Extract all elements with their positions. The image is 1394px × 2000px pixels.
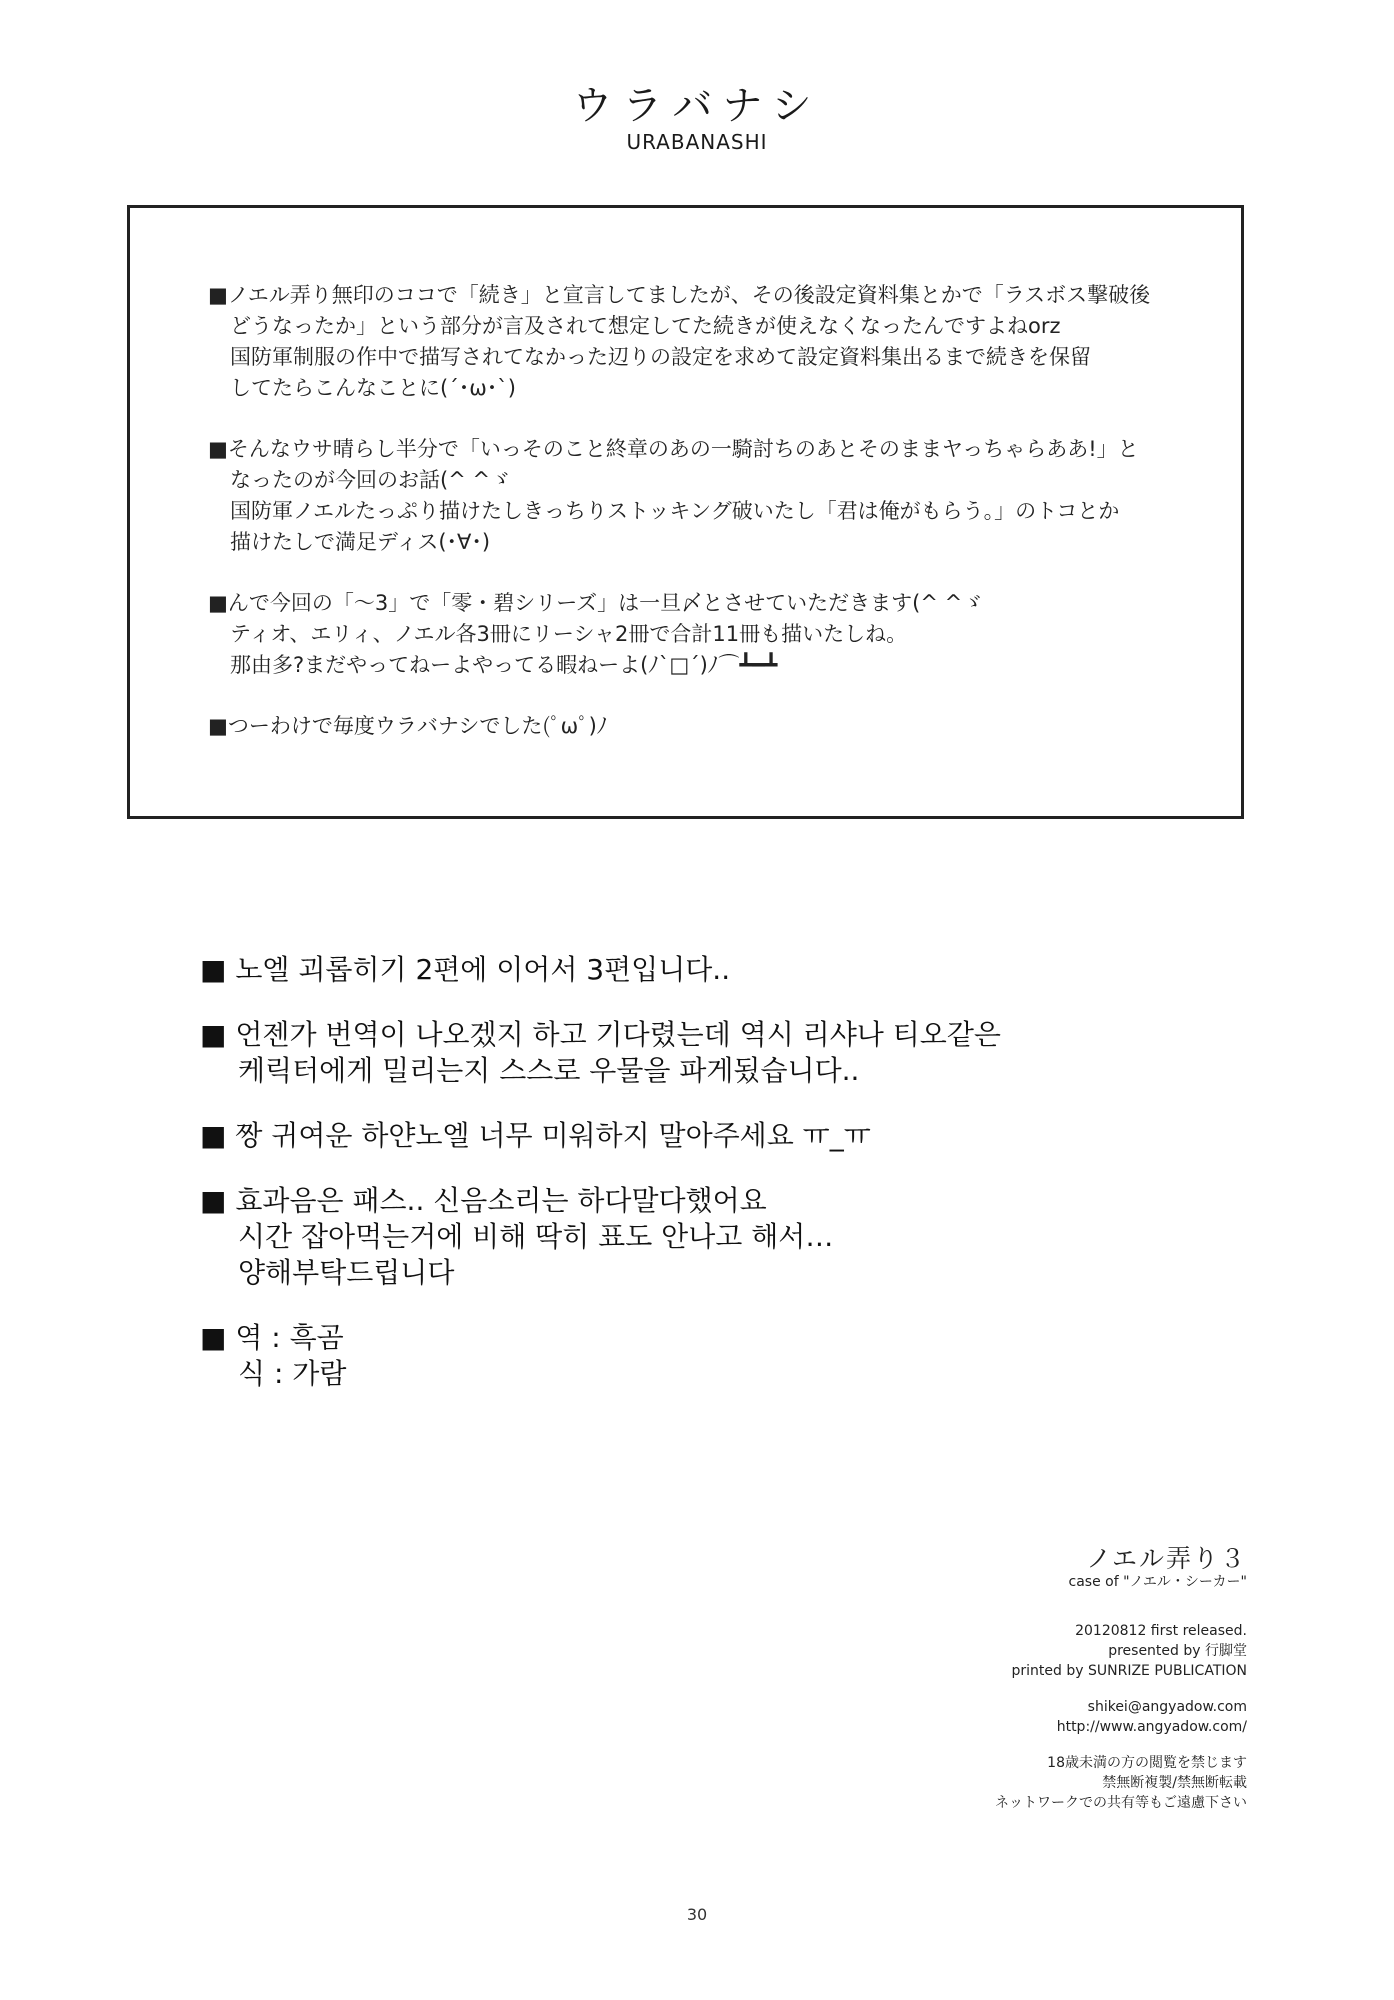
colophon-subtitle: case of "ノエル・シーカー" bbox=[1068, 1574, 1247, 1590]
page-number: 30 bbox=[686, 1905, 708, 1924]
page-header bbox=[0, 84, 1394, 154]
kr-note-1 bbox=[200, 952, 1200, 988]
jp-note-line: 国防軍制服の作中で描写されてなかった辺りの設定を求めて設定資料集出るまで続きを保留 bbox=[230, 345, 1091, 369]
kr-note-line: ■ 노엘 괴롭히기 2편에 이어서 3편입니다.. bbox=[200, 953, 731, 986]
age-notice: 18歳未満の方の閲覧を禁じます bbox=[1047, 1755, 1247, 1771]
jp-note-line: 描けたしで満足ディス(･∀･) bbox=[230, 530, 491, 554]
kr-note-line: ■ 효과음은 패스.. 신음소리는 하다말다했어요 bbox=[200, 1184, 767, 1217]
jp-note-line: どうなったか」という部分が言及されて想定してた続きが使えなくなったんですよねorz bbox=[230, 314, 1061, 338]
header-title-japanese: ウラバナシ bbox=[572, 83, 822, 129]
jp-note-line: ■んで今回の「～3」で「零・碧シリーズ」は一旦〆とさせていただきます(^ ^ゞ bbox=[208, 591, 984, 615]
kr-note-line: 시간 잡아먹는거에 비해 딱히 표도 안나고 해서… bbox=[238, 1220, 834, 1253]
jp-note-line: ■ノエル弄り無印のココで「続き」と宣言してましたが、その後設定資料集とかで「ラスボス撃破後 bbox=[208, 283, 1151, 307]
jp-note-line: 国防軍ノエルたっぷり描けたしきっちりストッキング破いたし「君は俺がもらう。」のトコとか bbox=[230, 499, 1120, 523]
share-notice: ネットワークでの共有等もご遠慮下さい bbox=[995, 1795, 1247, 1811]
kr-note-line: 케릭터에게 밀리는지 스스로 우물을 파게됬습니다.. bbox=[238, 1054, 860, 1087]
jp-note-line: ティオ、エリィ、ノエル各3冊にリーシャ2冊で合計11冊も描いたしね。 bbox=[230, 622, 908, 646]
japanese-notes bbox=[208, 280, 1208, 772]
kr-note-credits bbox=[200, 1320, 1200, 1392]
kr-credit-line: ■ 역 : 흑곰 bbox=[200, 1321, 344, 1354]
jp-note-2 bbox=[208, 434, 1208, 558]
jp-note-4 bbox=[208, 711, 1208, 742]
kr-note-2 bbox=[200, 1017, 1200, 1089]
presented-by: presented by 行脚堂 bbox=[1108, 1643, 1247, 1659]
jp-note-line: ■そんなウサ晴らし半分で「いっそのこと終章のあの一騎討ちのあとそのままヤっちゃらああ!」と bbox=[208, 437, 1139, 461]
kr-note-4 bbox=[200, 1183, 1200, 1291]
kr-note-line: 양해부탁드립니다 bbox=[238, 1256, 455, 1289]
colophon bbox=[995, 1545, 1247, 1813]
kr-credit-line: 식 : 가람 bbox=[238, 1357, 347, 1390]
korean-translator-notes bbox=[200, 952, 1200, 1421]
jp-note-line: 那由多?まだやってねーよやってる暇ねーよ(ﾉ`□´)ﾉ⌒┻━┻ bbox=[230, 653, 778, 677]
jp-note-1 bbox=[208, 280, 1208, 404]
contact-email: shikei@angyadow.com bbox=[1087, 1699, 1247, 1715]
jp-note-line: ■つーわけで毎度ウラバナシでした(ﾟωﾟ)ﾉ bbox=[208, 714, 608, 738]
jp-note-3 bbox=[208, 588, 1208, 681]
kr-note-line: ■ 언젠가 번역이 나오겠지 하고 기다렸는데 역시 리샤나 티오같은 bbox=[200, 1018, 1001, 1051]
copy-notice: 禁無断複製/禁無断転載 bbox=[1102, 1775, 1247, 1791]
jp-note-line: なったのが今回のお話(^ ^ゞ bbox=[230, 468, 512, 492]
afterword-box bbox=[127, 205, 1244, 819]
header-title-romaji: URABANASHI bbox=[626, 130, 768, 154]
release-date: 20120812 first released. bbox=[1075, 1623, 1247, 1639]
kr-note-line: ■ 짱 귀여운 하얀노엘 너무 미워하지 말아주세요 ㅠ_ㅠ bbox=[200, 1119, 871, 1152]
website-url: http://www.angyadow.com/ bbox=[1056, 1719, 1247, 1735]
jp-note-line: してたらこんなことに(´･ω･`) bbox=[230, 376, 516, 400]
colophon-title: ノエル弄り３ bbox=[1086, 1544, 1247, 1573]
printed-by: printed by SUNRIZE PUBLICATION bbox=[1011, 1663, 1247, 1679]
kr-note-3 bbox=[200, 1118, 1200, 1154]
